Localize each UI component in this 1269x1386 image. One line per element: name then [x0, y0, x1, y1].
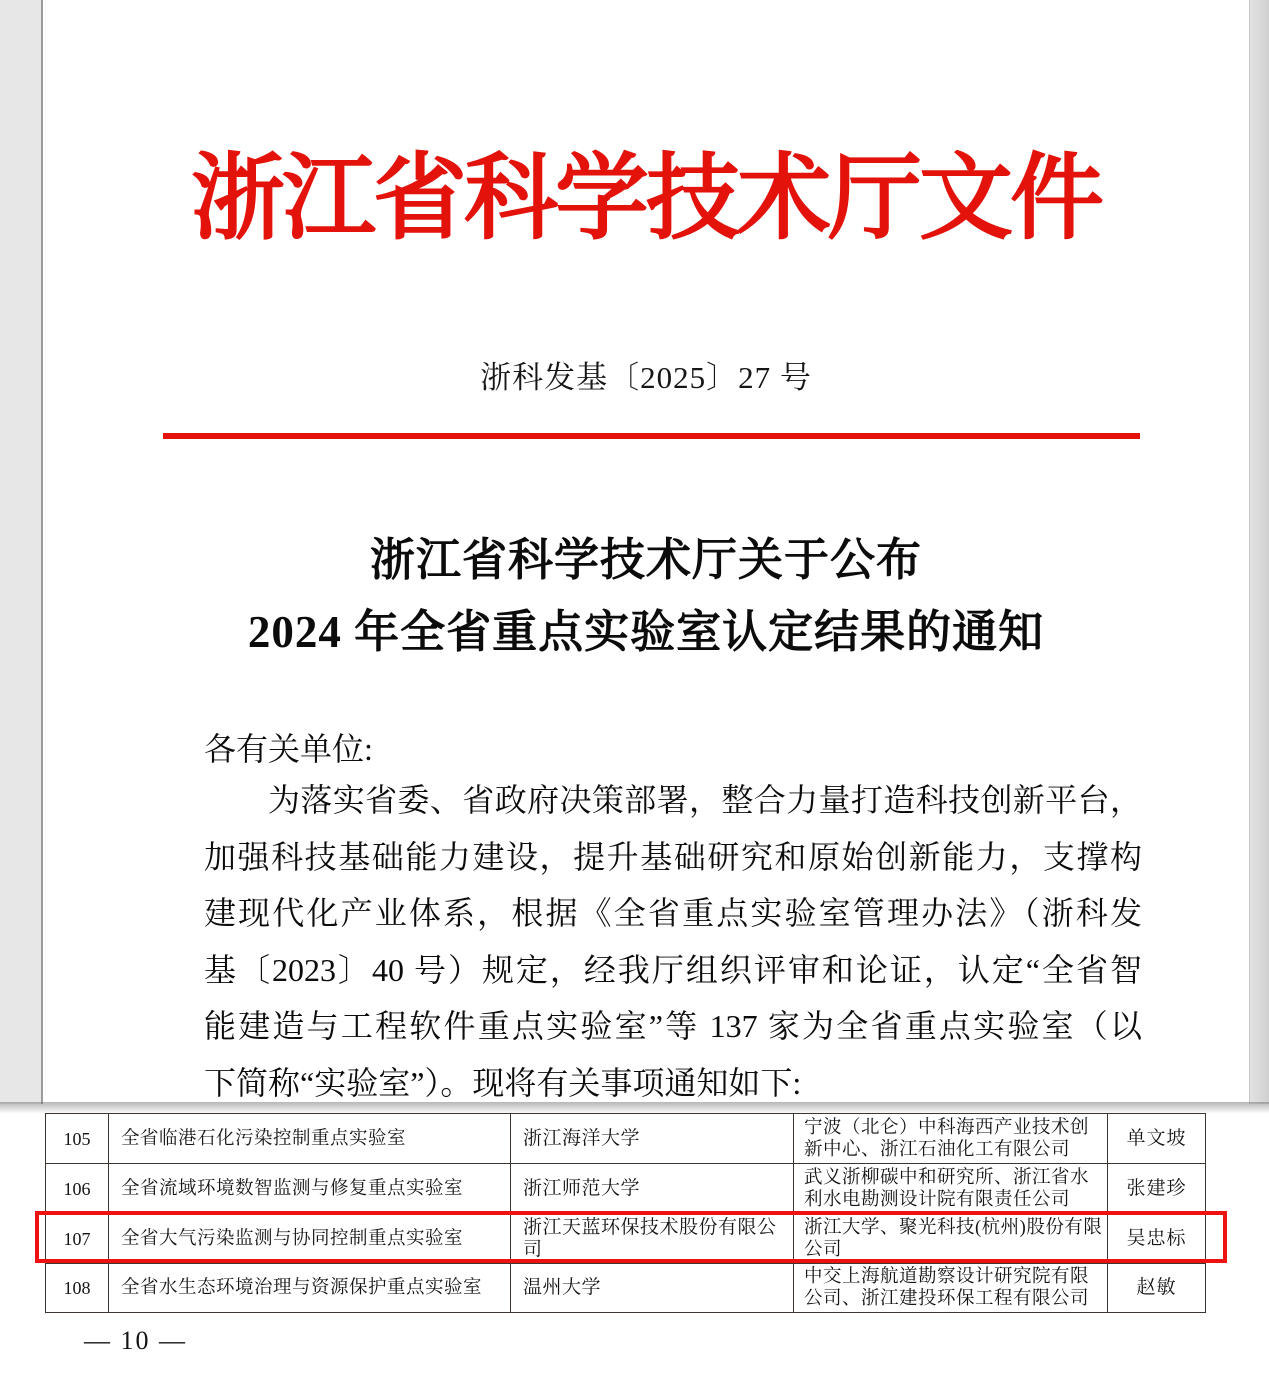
document-number: 浙科发基〔2025〕27 号	[480, 360, 812, 395]
cell-row-number: 105	[46, 1114, 109, 1164]
body-line: 为落实省委、省政府决策部署，整合力量打造科技创新平台，	[268, 782, 1142, 818]
cell-lab-name: 全省临港石化污染控制重点实验室	[109, 1114, 511, 1164]
body-line: 建现代化产业体系，根据《全省重点实验室管理办法》（浙科发	[204, 895, 1142, 931]
cell-director: 单文坡	[1108, 1114, 1206, 1164]
table-row-108	[46, 1264, 1206, 1313]
cell-row-number: 108	[46, 1264, 109, 1313]
table-row-106	[46, 1164, 1206, 1214]
body-line: 能建造与工程软件重点实验室”等 137 家为全省重点实验室（以	[204, 1008, 1142, 1044]
letterhead-red-rule	[163, 433, 1140, 439]
cell-director: 张建珍	[1108, 1164, 1206, 1214]
page-gutter-left	[0, 0, 43, 1104]
section-overlap-shadow	[0, 1102, 1269, 1113]
cell-partners: 浙江大学、聚光科技(杭州)股份有限公司	[794, 1214, 1108, 1264]
cell-institution: 浙江天蓝环保技术股份有限公司	[511, 1214, 794, 1264]
body-line: 下简称“实验室”）。现将有关事项通知如下:	[204, 1064, 802, 1101]
table-row-105	[46, 1114, 1206, 1164]
notice-title	[43, 524, 1249, 668]
notice-title-line1: 浙江省科学技术厅关于公布	[369, 535, 922, 585]
body-line: 基〔2023〕40 号）规定，经我厅组织评审和论证，认定“全省智	[204, 951, 1142, 988]
cell-lab-name: 全省流域环境数智监测与修复重点实验室	[109, 1164, 511, 1214]
cell-institution: 温州大学	[511, 1264, 794, 1313]
table-row-107-highlighted	[46, 1214, 1206, 1264]
page-number: — 10 —	[84, 1326, 187, 1355]
cell-partners: 宁波（北仑）中科海西产业技术创新中心、浙江石油化工有限公司	[794, 1114, 1108, 1164]
cell-partners: 武义浙柳碳中和研究所、浙江省水利水电勘测设计院有限责任公司	[794, 1164, 1108, 1214]
cell-lab-name: 全省水生态环境治理与资源保护重点实验室	[109, 1264, 511, 1313]
letterhead-title: 浙江省科学技术厅文件	[190, 147, 1101, 251]
page-gutter-right	[1249, 0, 1269, 1104]
cell-institution: 浙江师范大学	[511, 1164, 794, 1214]
cell-lab-name: 全省大气污染监测与协同控制重点实验室	[109, 1214, 511, 1264]
cell-row-number: 107	[46, 1214, 109, 1264]
cell-director: 吴忠标	[1108, 1214, 1206, 1264]
body-line: 加强科技基础能力建设，提升基础研究和原始创新能力，支撑构	[204, 838, 1142, 875]
notice-title-line2: 2024 年全省重点实验室认定结果的通知	[247, 607, 1045, 657]
cell-partners: 中交上海航道勘察设计研究院有限公司、浙江建投环保工程有限公司	[794, 1264, 1108, 1313]
lab-results-table	[45, 1113, 1206, 1313]
cell-institution: 浙江海洋大学	[511, 1114, 794, 1164]
lab-table-section	[0, 1113, 1269, 1386]
cell-director: 赵敏	[1108, 1264, 1206, 1313]
salutation: 各有关单位:	[204, 731, 373, 767]
body-paragraph	[204, 772, 1142, 1111]
cell-row-number: 106	[46, 1164, 109, 1214]
